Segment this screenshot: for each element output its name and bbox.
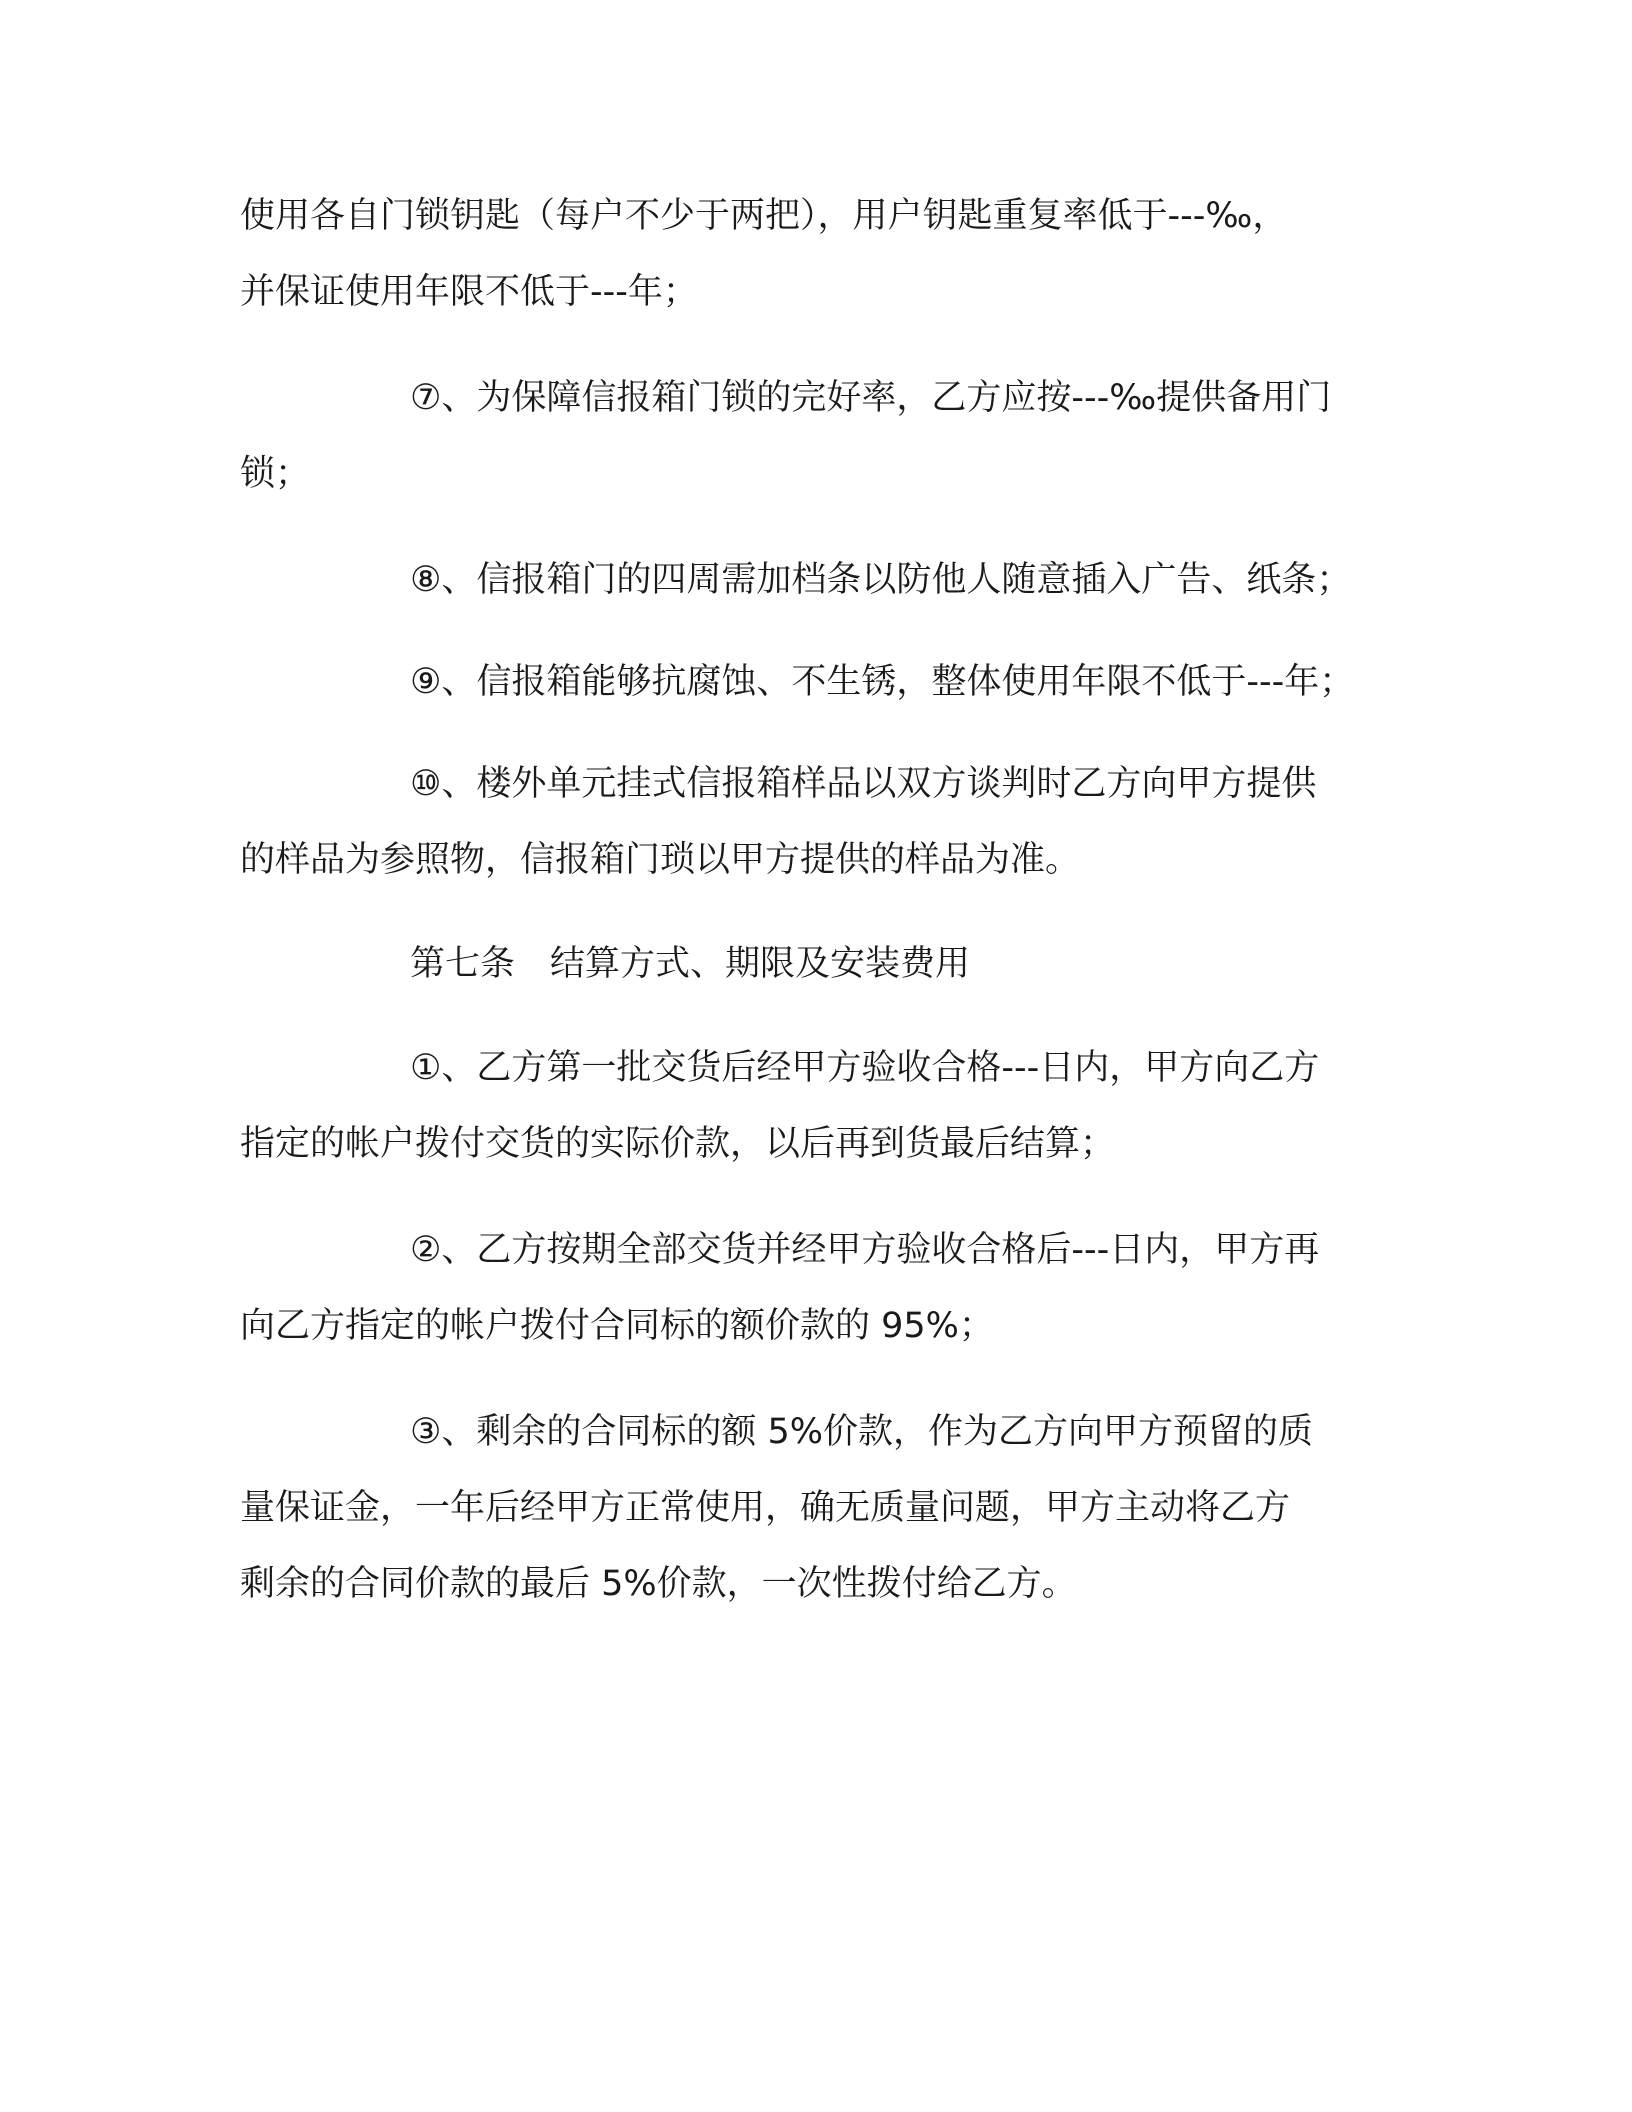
text-line: 量保证金，一年后经甲方正常使用，确无质量问题，甲方主动将乙方 [240,1488,1291,1528]
paragraph-clause-2 [240,1212,1400,1364]
paragraph-item-7 [240,360,1400,512]
text-line: 使用各自门锁钥匙（每户不少于两把），用户钥匙重复率低于---‰， [240,196,1288,236]
paragraph-clause-3 [240,1394,1400,1622]
text-line: ①、乙方第一批交货后经甲方验收合格---日内，甲方向乙方 [410,1048,1320,1088]
text-line: 锁； [240,454,311,494]
text-line: 剩余的合同价款的最后 5%价款，一次性拨付给乙方。 [240,1564,1077,1604]
heading-line: 第七条 结算方式、期限及安装费用 [410,944,971,984]
text-line: ⑩、楼外单元挂式信报箱样品以双方谈判时乙方向甲方提供 [410,764,1317,804]
paragraph-key-requirements [240,178,1400,330]
text-line: ②、乙方按期全部交货并经甲方验收合格后---日内，甲方再 [410,1230,1320,1270]
text-line: 的样品为参照物，信报箱门琐以甲方提供的样品为准。 [240,840,1081,880]
text-line: 向乙方指定的帐户拨付合同标的额价款的 95%； [240,1306,994,1346]
paragraph-clause-1 [240,1030,1400,1182]
text-line: ⑨、信报箱能够抗腐蚀、不生锈，整体使用年限不低于---年； [410,662,1355,702]
text-line: 并保证使用年限不低于---年； [240,272,698,312]
text-line: 指定的帐户拨付交货的实际价款，以后再到货最后结算； [240,1124,1116,1164]
text-line: ⑦、为保障信报箱门锁的完好率，乙方应按---‰提供备用门 [410,378,1332,418]
paragraph-item-8 [240,542,1400,618]
article-heading [240,926,1400,1002]
text-line: ⑧、信报箱门的四周需加档条以防他人随意插入广告、纸条； [410,560,1352,600]
paragraph-item-10 [240,746,1400,898]
text-line: ③、剩余的合同标的额 5%价款，作为乙方向甲方预留的质 [410,1412,1314,1452]
paragraph-item-9 [240,644,1400,720]
